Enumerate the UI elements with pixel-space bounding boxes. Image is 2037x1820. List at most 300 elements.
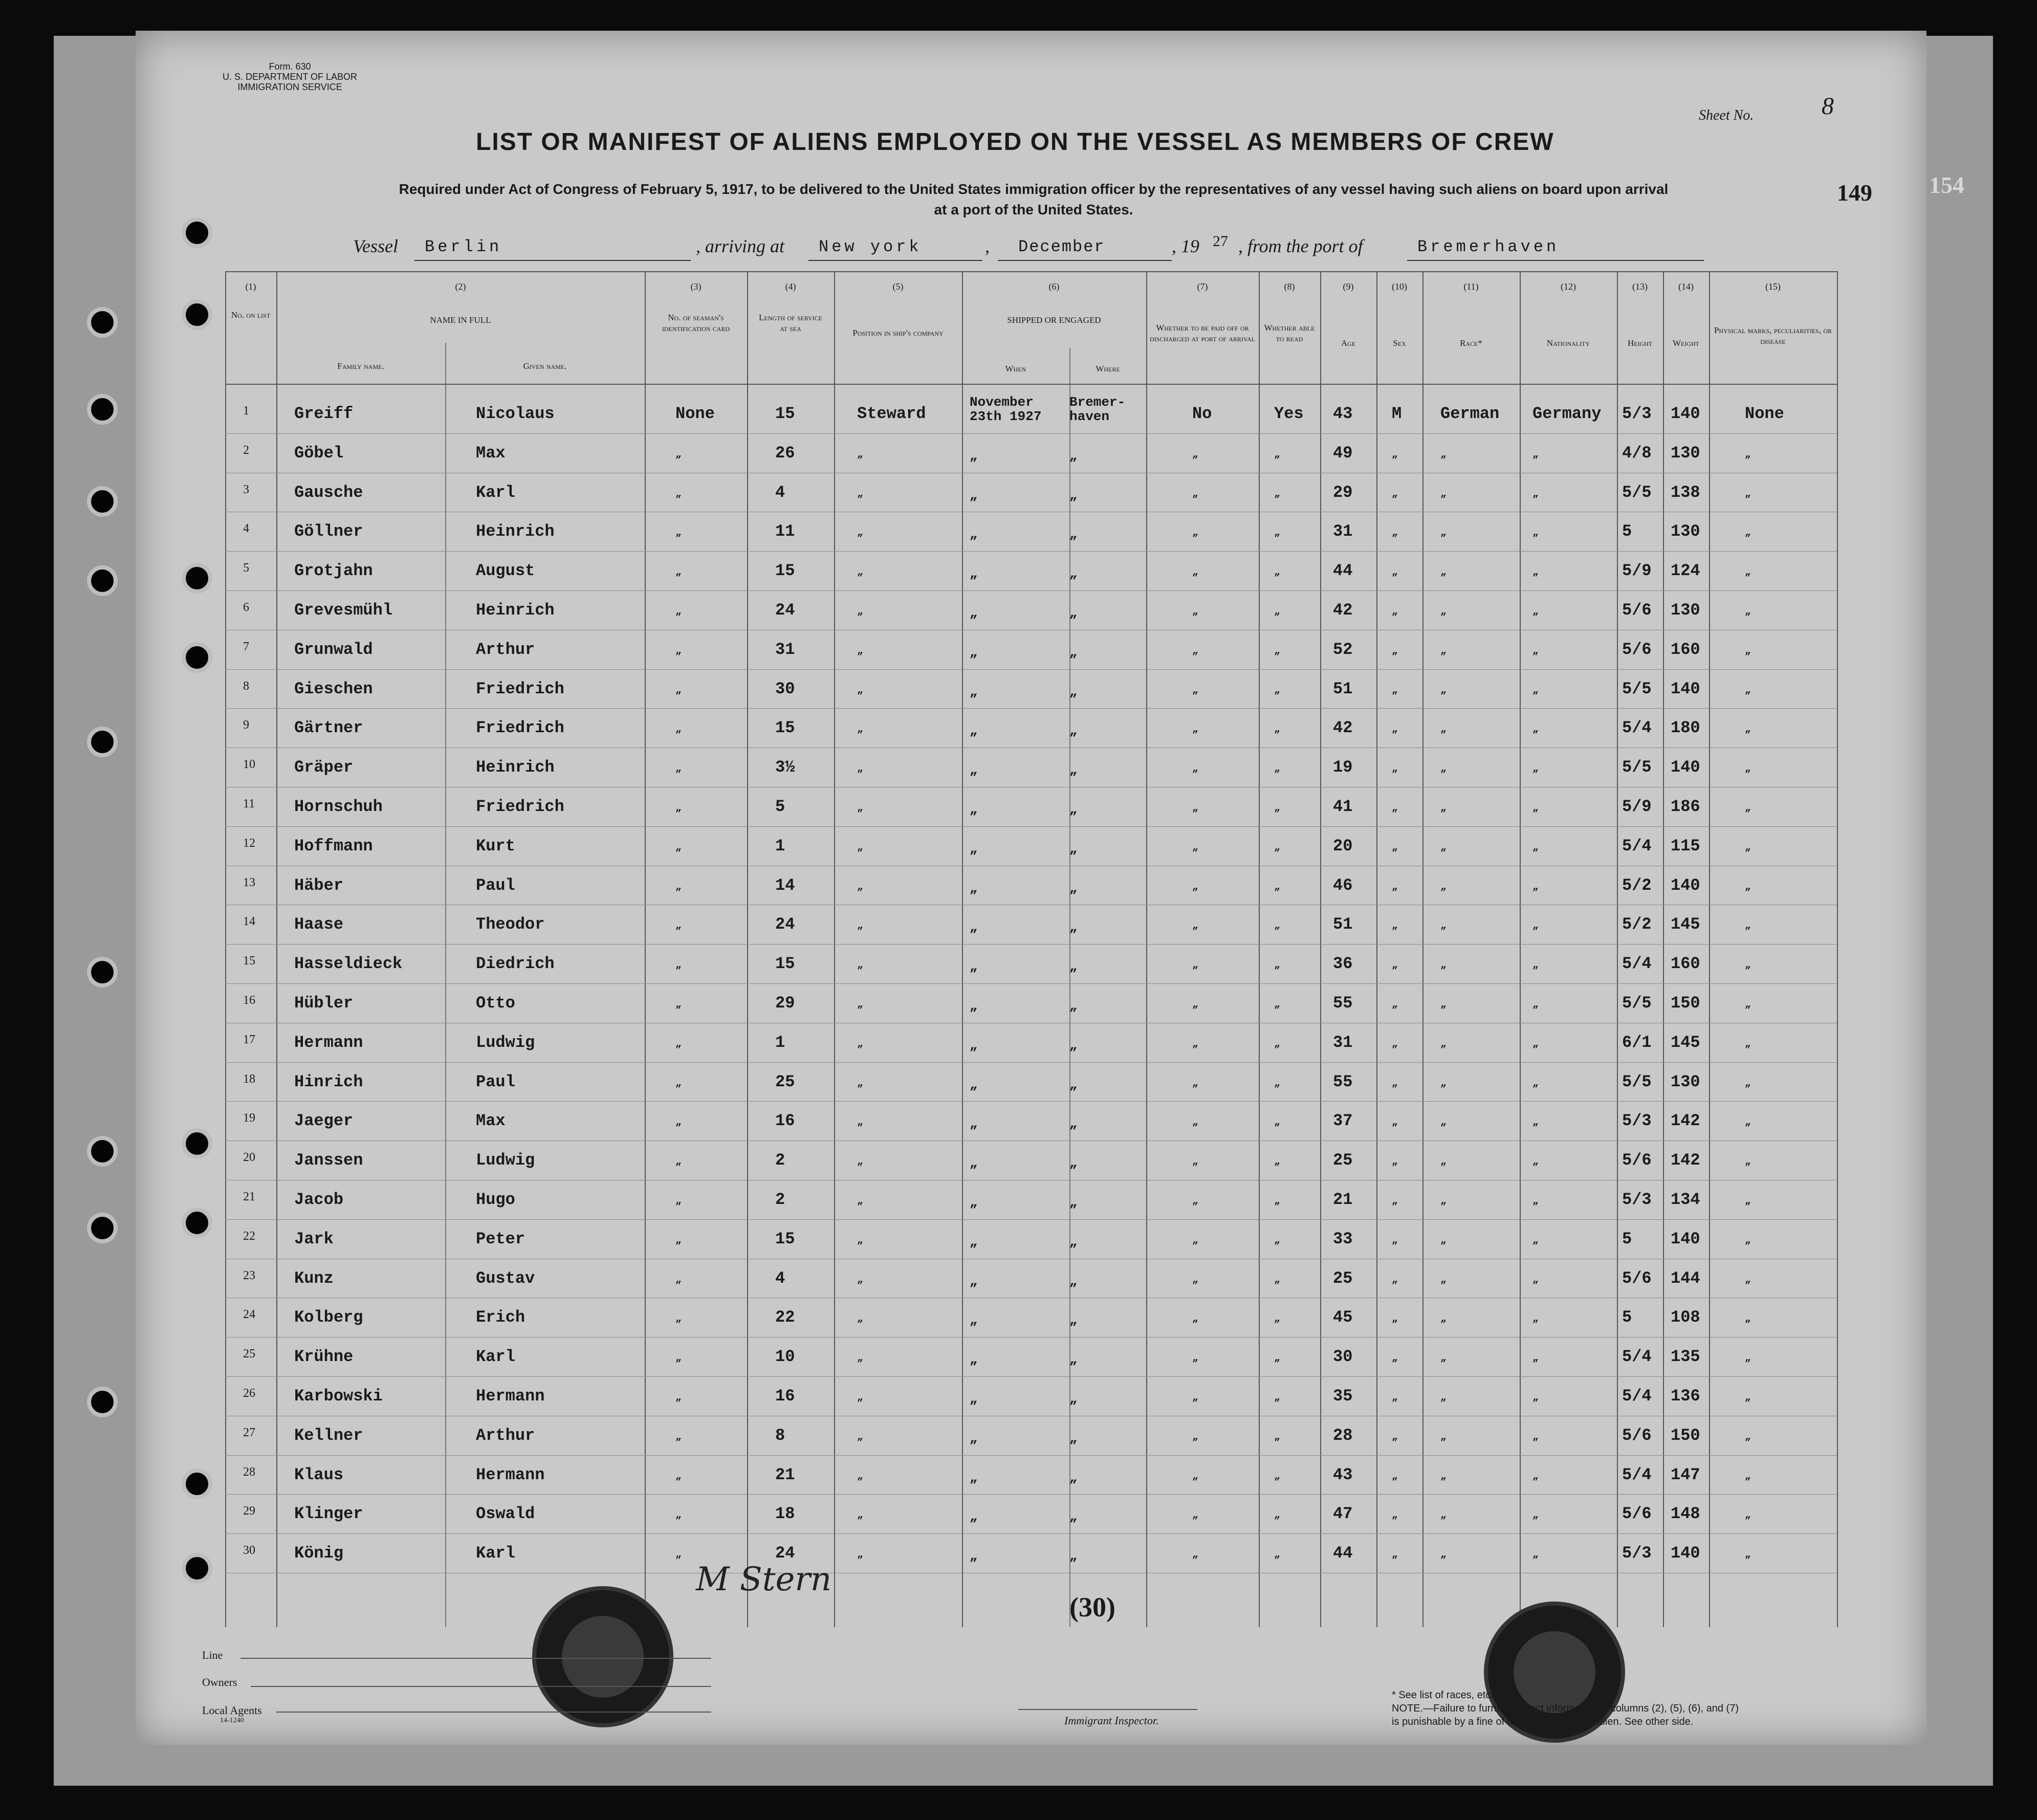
cell-sex: „ xyxy=(1392,881,1398,893)
cell-when: „ xyxy=(970,566,978,582)
cell-position: „ xyxy=(857,606,864,618)
cell-no: 4 xyxy=(243,522,249,536)
cell-when: „ xyxy=(970,1391,978,1407)
cell-age: 28 xyxy=(1333,1426,1353,1445)
cell-service: 10 xyxy=(775,1347,795,1367)
cell-service: 26 xyxy=(775,443,795,463)
cell-family: Grevesmühl xyxy=(294,601,393,620)
cell-weight: 124 xyxy=(1671,561,1700,581)
cell-given: Friedrich xyxy=(476,679,564,698)
cell-read: „ xyxy=(1274,448,1281,461)
table-row xyxy=(225,826,1837,865)
cell-marks: „ xyxy=(1745,1470,1751,1482)
col-header-weight: Weight xyxy=(1672,338,1700,348)
cell-sex: „ xyxy=(1392,606,1398,618)
cell-when: „ xyxy=(970,723,978,739)
cell-height: 5/6 xyxy=(1622,1426,1652,1445)
cell-card: „ xyxy=(675,566,682,579)
cell-when: „ xyxy=(970,1195,978,1210)
cell-sex: „ xyxy=(1392,1431,1398,1443)
cell-no: 19 xyxy=(243,1111,255,1125)
cell-age: 45 xyxy=(1333,1308,1353,1327)
cell-race: „ xyxy=(1440,1077,1447,1089)
cell-given: Friedrich xyxy=(476,797,564,816)
cell-marks: „ xyxy=(1745,527,1751,539)
cell-nationality: „ xyxy=(1532,1156,1539,1168)
cell-service: 15 xyxy=(775,718,795,738)
cell-family: Hübler xyxy=(294,994,354,1013)
agents-label: Local Agents xyxy=(202,1704,262,1717)
cell-where: „ xyxy=(1069,841,1078,857)
cell-given: Max xyxy=(476,1111,506,1131)
cell-age: 55 xyxy=(1333,1072,1353,1091)
cell-given: Arthur xyxy=(476,1426,535,1445)
cell-read: „ xyxy=(1274,881,1281,893)
cell-weight: 108 xyxy=(1671,1308,1700,1327)
cell-marks: „ xyxy=(1745,959,1751,972)
cell-no: 8 xyxy=(243,679,249,693)
cell-when: „ xyxy=(970,1352,978,1368)
cell-card: „ xyxy=(675,1116,682,1129)
cell-race: „ xyxy=(1440,527,1447,539)
cell-height: 5/6 xyxy=(1622,601,1652,620)
cell-card: „ xyxy=(675,1431,682,1443)
cell-given: Nicolaus xyxy=(476,404,555,423)
cell-race: „ xyxy=(1440,1392,1447,1404)
cell-service: 14 xyxy=(775,875,795,895)
cell-race: „ xyxy=(1440,566,1447,579)
cell-family: Haase xyxy=(294,915,344,934)
table-row xyxy=(225,708,1837,747)
punch-hole xyxy=(87,957,118,988)
cell-family: Greiff xyxy=(294,404,354,423)
cell-nationality: „ xyxy=(1532,684,1539,696)
cell-family: Janssen xyxy=(294,1151,363,1170)
cell-sex: „ xyxy=(1392,645,1398,657)
cell-read: „ xyxy=(1274,1352,1281,1365)
cell-card: „ xyxy=(675,1274,682,1286)
cell-where: „ xyxy=(1069,566,1078,582)
cell-position: „ xyxy=(857,1156,864,1168)
cell-nationality: „ xyxy=(1532,1470,1539,1482)
cell-marks: „ xyxy=(1745,606,1751,618)
cell-age: 51 xyxy=(1333,915,1353,934)
table-row xyxy=(225,590,1837,629)
cell-given: Max xyxy=(476,443,506,463)
cell-sex: „ xyxy=(1392,1156,1398,1168)
cell-service: 3½ xyxy=(775,758,795,777)
cell-position: „ xyxy=(857,881,864,893)
cell-weight: 138 xyxy=(1671,483,1700,502)
cell-sex: „ xyxy=(1392,1313,1398,1325)
cell-nationality: „ xyxy=(1532,841,1539,853)
cell-paid: „ xyxy=(1192,802,1199,814)
cell-race: „ xyxy=(1440,1234,1447,1246)
cell-position: „ xyxy=(857,1234,864,1246)
cell-sex: „ xyxy=(1392,999,1398,1011)
cell-marks: „ xyxy=(1745,1509,1751,1522)
date-comma: , xyxy=(985,236,990,256)
cell-age: 19 xyxy=(1333,758,1353,777)
cell-family: Kunz xyxy=(294,1268,334,1288)
table-row xyxy=(225,944,1837,983)
cell-no: 15 xyxy=(243,954,255,968)
punch-hole xyxy=(182,299,212,330)
table-row xyxy=(225,1219,1837,1258)
cell-position: „ xyxy=(857,763,864,775)
cell-card: „ xyxy=(675,881,682,893)
cell-height: 4/8 xyxy=(1622,443,1652,463)
cell-where: „ xyxy=(1069,487,1078,503)
cell-nationality: „ xyxy=(1532,488,1539,500)
cell-nationality: „ xyxy=(1532,1352,1539,1365)
table-row xyxy=(225,1337,1837,1376)
cell-sex: „ xyxy=(1392,1274,1398,1286)
cell-position: „ xyxy=(857,645,864,657)
line-label: Line xyxy=(202,1649,223,1661)
cell-marks: „ xyxy=(1745,841,1751,853)
table-row xyxy=(225,1101,1837,1140)
cell-race: „ xyxy=(1440,1352,1447,1365)
cell-paid: „ xyxy=(1192,684,1199,696)
cell-position: „ xyxy=(857,1470,864,1482)
cell-no: 5 xyxy=(243,561,249,575)
cell-sex: „ xyxy=(1392,1549,1398,1561)
cell-marks: „ xyxy=(1745,1234,1751,1246)
cell-family: Jacob xyxy=(294,1190,344,1209)
cell-when: „ xyxy=(970,919,978,935)
cell-given: Hermann xyxy=(476,1465,545,1484)
cell-given: Diedrich xyxy=(476,954,555,974)
cell-age: 42 xyxy=(1333,718,1353,738)
cell-nationality: „ xyxy=(1532,1274,1539,1286)
vessel-label: Vessel xyxy=(353,236,398,256)
cell-given: Heinrich xyxy=(476,601,555,620)
cell-weight: 147 xyxy=(1671,1465,1700,1484)
cell-height: 5/3 xyxy=(1622,1190,1652,1209)
cell-weight: 186 xyxy=(1671,797,1700,816)
cell-position: „ xyxy=(857,802,864,814)
cell-height: 5 xyxy=(1622,1308,1632,1327)
cell-read: „ xyxy=(1274,999,1281,1011)
subheader-given: Given name. xyxy=(523,361,567,371)
cell-position: „ xyxy=(857,1352,864,1365)
table-row xyxy=(225,669,1837,708)
cell-when: „ xyxy=(970,1116,978,1132)
cell-paid: „ xyxy=(1192,488,1199,500)
punch-hole xyxy=(87,1387,118,1417)
cell-where: „ xyxy=(1069,448,1078,464)
cell-marks: „ xyxy=(1745,1431,1751,1443)
col-num-15: (15) xyxy=(1765,281,1781,292)
cell-service: 25 xyxy=(775,1072,795,1091)
cell-when: „ xyxy=(970,487,978,503)
cell-race: „ xyxy=(1440,1549,1447,1561)
cell-family: Jark xyxy=(294,1229,334,1248)
cell-position: „ xyxy=(857,999,864,1011)
cell-read: „ xyxy=(1274,1313,1281,1325)
cell-when: „ xyxy=(970,1312,978,1328)
cell-height: 5/3 xyxy=(1622,404,1652,423)
cell-no: 23 xyxy=(243,1268,255,1282)
cell-given: Hermann xyxy=(476,1387,545,1406)
cell-marks: „ xyxy=(1745,448,1751,461)
cell-race: „ xyxy=(1440,802,1447,814)
sheet-label: Sheet No. xyxy=(1699,107,1754,123)
cell-service: 24 xyxy=(775,601,795,620)
cell-weight: 115 xyxy=(1671,836,1700,856)
cell-height: 5/6 xyxy=(1622,1504,1652,1524)
cell-height: 5/6 xyxy=(1622,1268,1652,1288)
cell-read: „ xyxy=(1274,1549,1281,1561)
cell-sex: „ xyxy=(1392,1234,1398,1246)
cell-race: „ xyxy=(1440,645,1447,657)
cell-nationality: „ xyxy=(1532,1549,1539,1561)
cell-where: „ xyxy=(1069,644,1078,660)
department-name: U. S. DEPARTMENT OF LABOR xyxy=(223,72,358,82)
table-row xyxy=(225,551,1837,590)
cell-read: „ xyxy=(1274,1195,1281,1207)
from-port: Bremerhaven xyxy=(1417,237,1560,256)
cell-nationality: „ xyxy=(1532,1392,1539,1404)
cell-where: „ xyxy=(1069,1116,1078,1132)
cell-family: Klaus xyxy=(294,1465,344,1484)
col-num-10: (10) xyxy=(1392,281,1407,292)
cell-race: „ xyxy=(1440,684,1447,696)
cell-race: „ xyxy=(1440,1509,1447,1522)
cell-card: „ xyxy=(675,448,682,461)
cell-no: 28 xyxy=(243,1465,255,1479)
cell-age: 35 xyxy=(1333,1387,1353,1406)
cell-read: „ xyxy=(1274,488,1281,500)
cell-race: German xyxy=(1440,404,1500,423)
table-row xyxy=(225,905,1837,944)
cell-height: 5/6 xyxy=(1622,640,1652,659)
cell-height: 5/3 xyxy=(1622,1111,1652,1131)
table-row xyxy=(225,866,1837,905)
cell-no: 20 xyxy=(243,1151,255,1165)
cell-weight: 140 xyxy=(1671,758,1700,777)
cell-service: 1 xyxy=(775,1033,785,1052)
col-header-age: Age xyxy=(1341,338,1356,348)
cell-weight: 130 xyxy=(1671,522,1700,541)
cell-read: „ xyxy=(1274,645,1281,657)
cell-paid: „ xyxy=(1192,645,1199,657)
cell-age: 46 xyxy=(1333,875,1353,895)
cell-nationality: „ xyxy=(1532,920,1539,932)
cell-no: 12 xyxy=(243,836,255,850)
cell-race: „ xyxy=(1440,1156,1447,1168)
table-row xyxy=(225,433,1837,472)
cell-paid: „ xyxy=(1192,1352,1199,1365)
cell-weight: 160 xyxy=(1671,954,1700,974)
cell-given: Arthur xyxy=(476,640,535,659)
cell-marks: „ xyxy=(1745,566,1751,579)
cell-weight: 160 xyxy=(1671,640,1700,659)
cell-nationality: „ xyxy=(1532,763,1539,775)
cell-position: „ xyxy=(857,920,864,932)
cell-paid: „ xyxy=(1192,1274,1199,1286)
cell-age: 49 xyxy=(1333,443,1353,463)
cell-given: Paul xyxy=(476,1072,515,1091)
cell-paid: „ xyxy=(1192,1116,1199,1129)
punch-hole xyxy=(87,1213,118,1243)
cell-race: „ xyxy=(1440,1470,1447,1482)
cell-age: 33 xyxy=(1333,1229,1353,1248)
cell-weight: 130 xyxy=(1671,1072,1700,1091)
cell-nationality: „ xyxy=(1532,1077,1539,1089)
punch-hole xyxy=(182,1208,212,1238)
cell-family: Hinrich xyxy=(294,1072,363,1091)
cell-sex: „ xyxy=(1392,527,1398,539)
footnote-races: * See list of races, etc. xyxy=(1392,1690,1494,1701)
cell-nationality: „ xyxy=(1532,1234,1539,1246)
cell-when: „ xyxy=(970,644,978,660)
cell-position: „ xyxy=(857,1509,864,1522)
cell-weight: 180 xyxy=(1671,718,1700,738)
cell-no: 6 xyxy=(243,601,249,614)
cell-service: 5 xyxy=(775,797,785,816)
cell-sex: „ xyxy=(1392,1116,1398,1129)
cell-given: Theodor xyxy=(476,915,545,934)
cell-race: „ xyxy=(1440,881,1447,893)
cell-paid: „ xyxy=(1192,1234,1199,1246)
subheader-when: When xyxy=(1005,364,1026,374)
table-row xyxy=(225,1259,1837,1298)
cell-when: „ xyxy=(970,959,978,975)
cell-card: „ xyxy=(675,1392,682,1404)
cell-age: 20 xyxy=(1333,836,1353,856)
cell-given: Heinrich xyxy=(476,522,555,541)
cell-service: 11 xyxy=(775,522,795,541)
table-row xyxy=(225,1416,1837,1455)
cell-marks: „ xyxy=(1745,1313,1751,1325)
cell-nationality: „ xyxy=(1532,1038,1539,1050)
cell-paid: „ xyxy=(1192,959,1199,972)
table-row xyxy=(225,983,1837,1022)
cell-given: Ludwig xyxy=(476,1151,535,1170)
cell-sex: „ xyxy=(1392,802,1398,814)
cell-race: „ xyxy=(1440,606,1447,618)
cell-weight: 140 xyxy=(1671,875,1700,895)
cell-service: 15 xyxy=(775,954,795,974)
cell-race: „ xyxy=(1440,920,1447,932)
cell-marks: „ xyxy=(1745,645,1751,657)
col-num-9: (9) xyxy=(1343,281,1354,292)
year-prefix: , 19 xyxy=(1172,236,1199,256)
cell-race: „ xyxy=(1440,1038,1447,1050)
cell-service: 18 xyxy=(775,1504,795,1524)
cell-nationality: „ xyxy=(1532,527,1539,539)
cell-read: „ xyxy=(1274,1470,1281,1482)
cell-race: „ xyxy=(1440,763,1447,775)
cell-no: 17 xyxy=(243,1033,255,1046)
crew-count: (30) xyxy=(1069,1592,1115,1622)
cell-card: „ xyxy=(675,959,682,972)
page-title: LIST OR MANIFEST OF ALIENS EMPLOYED ON THE VESSEL AS MEMBERS OF CREW xyxy=(476,128,1554,156)
cell-paid: „ xyxy=(1192,1470,1199,1482)
cell-when: „ xyxy=(970,1548,978,1564)
col-num-8: (8) xyxy=(1284,281,1295,292)
cell-paid: „ xyxy=(1192,999,1199,1011)
table-row xyxy=(225,473,1837,512)
cell-weight: 130 xyxy=(1671,601,1700,620)
cell-given: Peter xyxy=(476,1229,525,1248)
cell-when: „ xyxy=(970,802,978,817)
cell-position: „ xyxy=(857,1313,864,1325)
cell-weight: 142 xyxy=(1671,1111,1700,1131)
cell-when: „ xyxy=(970,448,978,464)
cell-nationality: „ xyxy=(1532,802,1539,814)
cell-service: 29 xyxy=(775,994,795,1013)
cell-sex: „ xyxy=(1392,1392,1398,1404)
punch-hole xyxy=(87,565,118,596)
cell-family: Göllner xyxy=(294,522,363,541)
cell-weight: 140 xyxy=(1671,404,1700,423)
col-header-card: No. of seaman's identification card xyxy=(662,313,730,333)
punch-hole xyxy=(182,217,212,248)
cell-where: „ xyxy=(1069,1195,1078,1210)
col-num-3: (3) xyxy=(690,281,702,292)
cell-marks: „ xyxy=(1745,763,1751,775)
cell-height: 5/4 xyxy=(1622,1465,1652,1484)
cell-service: 24 xyxy=(775,915,795,934)
cell-height: 5/5 xyxy=(1622,483,1652,502)
cell-weight: 150 xyxy=(1671,1426,1700,1445)
cell-where: „ xyxy=(1069,527,1078,542)
cell-paid: „ xyxy=(1192,881,1199,893)
cell-read: „ xyxy=(1274,1156,1281,1168)
cell-read: „ xyxy=(1274,802,1281,814)
cell-paid: „ xyxy=(1192,606,1199,618)
cell-given: Karl xyxy=(476,1544,515,1563)
table-row xyxy=(225,1533,1837,1572)
table-row xyxy=(225,1062,1837,1101)
cell-height: 5/5 xyxy=(1622,1072,1652,1091)
cell-when: November 23th 1927 xyxy=(970,394,1042,424)
cell-height: 5 xyxy=(1622,1229,1632,1248)
cell-card: „ xyxy=(675,763,682,775)
cell-where: „ xyxy=(1069,1155,1078,1171)
cell-position: „ xyxy=(857,488,864,500)
punch-hole xyxy=(182,1128,212,1159)
cell-height: 5/9 xyxy=(1622,561,1652,581)
cell-where: „ xyxy=(1069,998,1078,1014)
cell-family: Hasseldieck xyxy=(294,954,403,974)
cell-paid: „ xyxy=(1192,1038,1199,1050)
cell-when: „ xyxy=(970,1273,978,1289)
cell-when: „ xyxy=(970,841,978,857)
cell-where: „ xyxy=(1069,919,1078,935)
cell-nationality: „ xyxy=(1532,448,1539,461)
cell-paid: „ xyxy=(1192,1156,1199,1168)
cell-when: „ xyxy=(970,1155,978,1171)
cell-read: „ xyxy=(1274,841,1281,853)
cell-weight: 148 xyxy=(1671,1504,1700,1524)
consulate-seal-left xyxy=(532,1586,673,1727)
cell-paid: „ xyxy=(1192,920,1199,932)
cell-marks: „ xyxy=(1745,1352,1751,1365)
cell-position: „ xyxy=(857,959,864,972)
table-row xyxy=(225,1455,1837,1494)
cell-paid: „ xyxy=(1192,566,1199,579)
cell-sex: „ xyxy=(1392,448,1398,461)
cell-position: „ xyxy=(857,723,864,736)
cell-weight: 150 xyxy=(1671,994,1700,1013)
cell-where: „ xyxy=(1069,684,1078,699)
col-num-5: (5) xyxy=(892,281,904,292)
cell-nationality: „ xyxy=(1532,1116,1539,1129)
